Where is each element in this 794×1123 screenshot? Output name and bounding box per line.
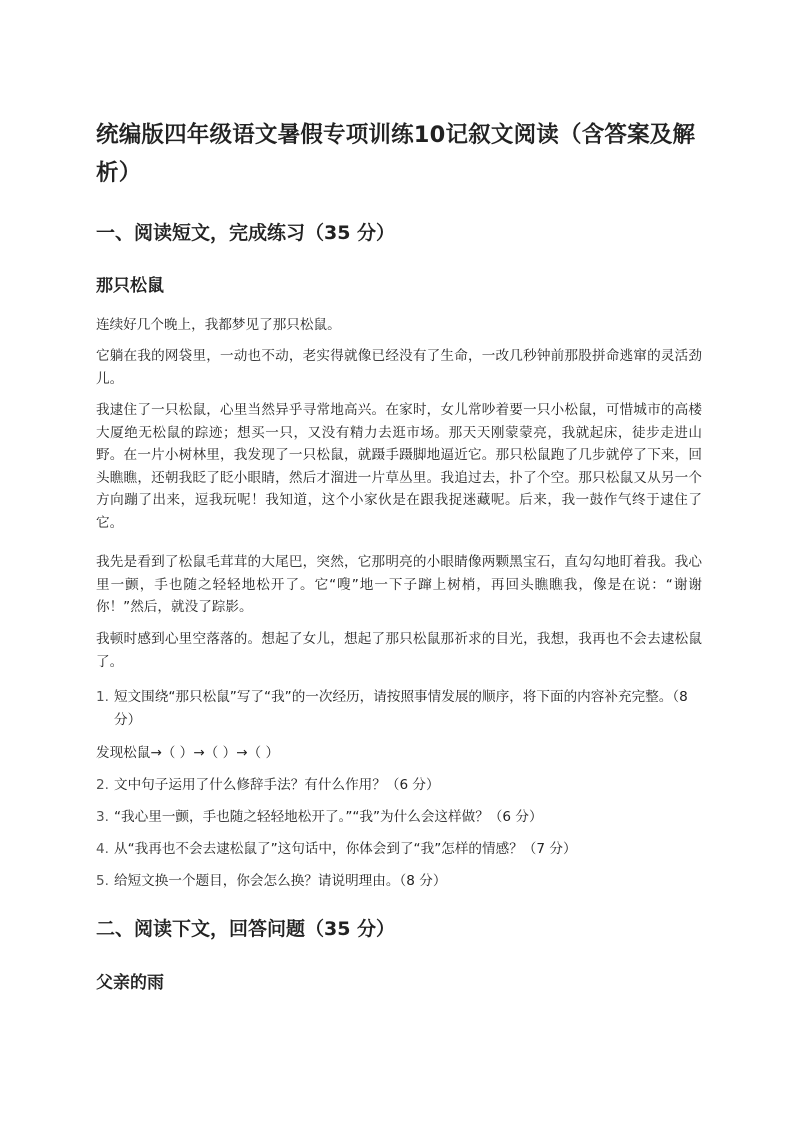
question-1-fill-line: 发现松鼠→（ ）→（ ）→（ ）: [96, 745, 280, 761]
story-1-paragraph-2: 它躺在我的网袋里，一动也不动，老实得就像已经没有了生命，一改几秒钟前那股拼命逃窜的灵活劲儿。: [96, 348, 702, 387]
story-2-title: 父亲的雨: [96, 973, 164, 993]
question-4-text: 从“我再也不会去逮松鼠了”这句话中，你体会到了“我”怎样的情感？（7 分）: [114, 841, 577, 857]
question-2-number: 2.: [96, 777, 109, 793]
question-3: [96, 806, 702, 829]
question-2-text: 文中句子运用了什么修辞手法？有什么作用？（6 分）: [114, 777, 440, 793]
question-1-text: 短文围绕“那只松鼠”写了“我”的一次经历，请按照事情发展的顺序，将下面的内容补充完整。（8 分）: [114, 689, 688, 728]
question-1: [96, 686, 702, 731]
story-1-paragraph-4: 我先是看到了松鼠毛茸茸的大尾巴，突然，它那明亮的小眼睛像两颗黑宝石，直勾勾地盯着我。我心里一颤，手也随之轻轻地松开了。它“嗖”地一下子蹿上树梢，再回头瞧瞧我，像是在说：“谢谢你！”然后，就没了踪影。: [96, 554, 702, 615]
question-2: [96, 774, 702, 797]
question-5: [96, 870, 702, 893]
story-1-paragraph-5: 我顿时感到心里空落落的。想起了女儿，想起了那只松鼠那祈求的目光，我想，我再也不会去逮松鼠了。: [96, 631, 702, 670]
story-1-title: 那只松鼠: [96, 276, 164, 296]
question-3-text: “我心里一颤，手也随之轻轻地松开了。”“我”为什么会这样做？（6 分）: [114, 809, 543, 825]
section-2-heading: 二、阅读下文，回答问题（35 分）: [96, 918, 396, 940]
document-title: 统编版四年级语文暑假专项训练10记叙文阅读（含答案及解析）: [96, 122, 696, 186]
section-1-heading: 一、阅读短文，完成练习（35 分）: [96, 222, 396, 244]
question-4: [96, 838, 702, 861]
story-1-paragraph-1: 连续好几个晚上，我都梦见了那只松鼠。: [96, 317, 341, 333]
question-5-text: 给短文换一个题目，你会怎么换？请说明理由。（8 分）: [114, 873, 447, 889]
question-4-number: 4.: [96, 841, 109, 857]
question-1-number: 1.: [96, 689, 109, 705]
question-5-number: 5.: [96, 873, 109, 889]
question-3-number: 3.: [96, 809, 109, 825]
story-1-paragraph-3: 我逮住了一只松鼠，心里当然异乎寻常地高兴。在家时，女儿常吵着要一只小松鼠，可惜城市的高楼大厦绝无松鼠的踪迹；想买一只，又没有精力去逛市场。那天天刚蒙蒙亮，我就起床，徒步走进山野。在一片小树林里，我发现了一只松鼠，就蹑手蹑脚地逼近它。那只松鼠跑了几步就停了下来，回头瞧瞧，还朝我眨了眨小眼睛，然后才溜进一片草丛里。我追过去，扑了个空。那只松鼠又从另一个方向蹦了出来，逗我玩呢！我知道，这个小家伙是在跟我捉迷藏呢。后来，我一鼓作气终于逮住了它。: [96, 402, 702, 531]
